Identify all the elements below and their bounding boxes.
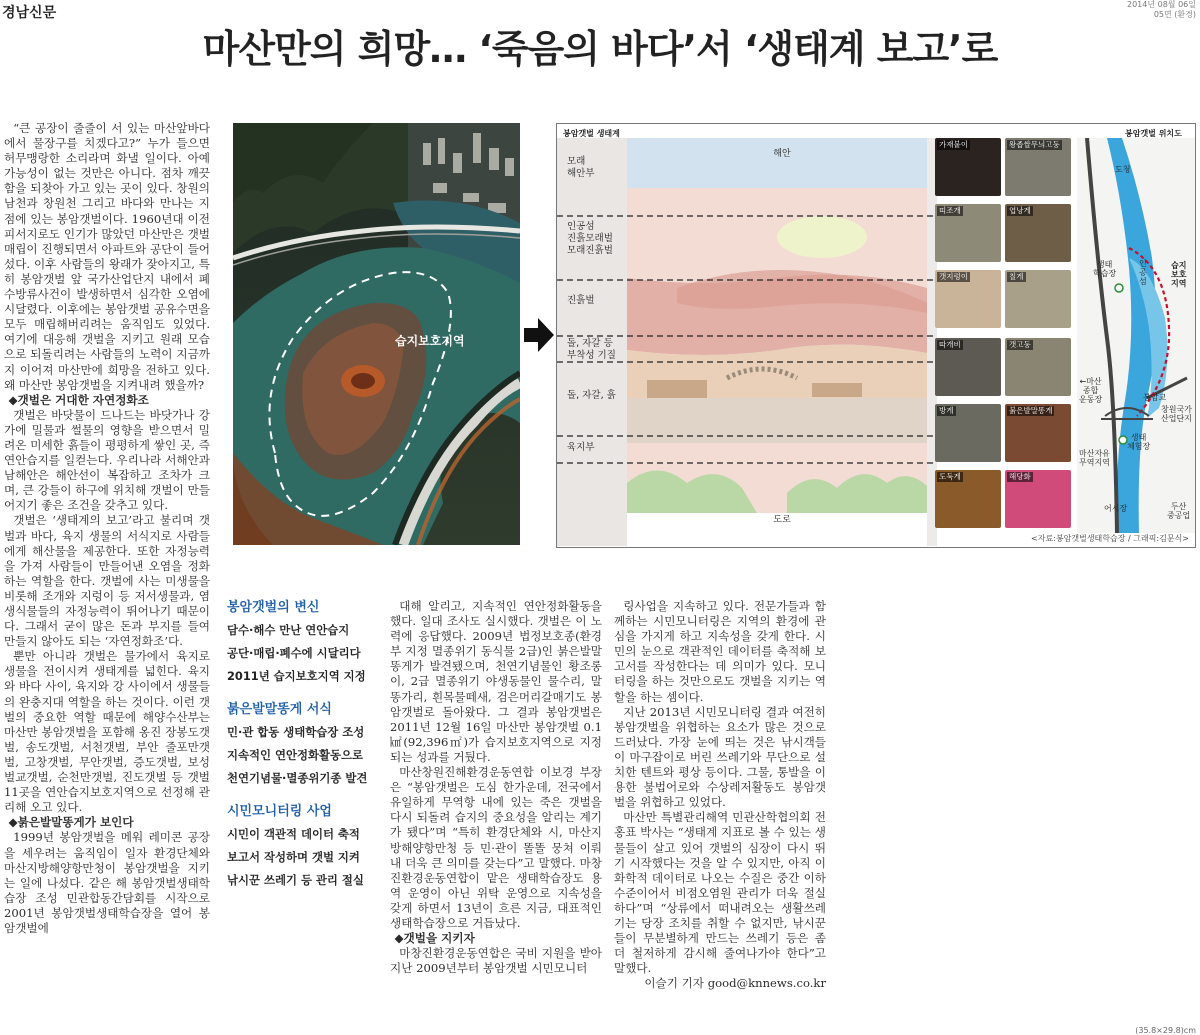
summary-item: 지속적인 연안정화활동으로 [227,748,364,762]
species-name: 붉은발말똥게 [1009,406,1053,415]
section-subheading: ◆갯벌은 거대한 자연정화조 [8,392,149,407]
species-name: 해당화 [1009,472,1031,481]
species-name: 갯지렁이 [939,272,968,281]
byline: 이슬기 기자 good@knnews.co.kr [644,976,826,991]
species-photo [935,270,1001,328]
species-photo [1005,470,1071,528]
summary-item: 시민이 객관적 데이터 축적 [227,827,360,841]
article-paragraph: 마산만 특별관리해역 민관산학협의회 전홍표 박사는 “생태계 지표로 볼 수 있는 생물들이 살고 있어 갯벌의 심장이 다시 뛰기 시작했다는 것을 알 수 있지만, 아직 이화학적 데이터로 나오는 수질은 중간 이하 수준이어서 비점오염원 관리가 더욱 절실하다”며 “상류에서 떠내려오는 생활쓰레기는 당장 조치를 취할 수 없지만, 낚시꾼들이 무분별하게 만드는 쓰레기 등은 좀 더 철저하게 감시해 줄여나가야 한다”고 말했다. [614,810,826,976]
species-photo [1005,204,1071,262]
summary-section-title: 붉은발말똥게 서식 [227,702,332,717]
article-paragraph: 갯벌은 ‘생태계의 보고’라고 불리며 갯벌과 바다, 육지 생물의 서식지로 사람들에게 해산물을 제공한다. 또한 자정능력을 가져 사람들이 만들어낸 오염을 정화하는 역할을 한다. 갯벌에 사는 미생물을 비롯해 조개와 지렁이 등 저서생물과, 염생식물들의 자정능력이 뛰어나기 때문이다. 그래서 굳이 많은 돈과 부지를 들여 만들지 않아도 되는 ‘자연정화조’다. [4,513,210,649]
species-name: 엽낭게 [1009,206,1031,215]
summary-section-title: 시민모니터링 사업 [227,804,332,819]
species-name: 방게 [939,406,954,415]
article-column-1 [4,121,210,1026]
map-label: 어시장 [1104,504,1128,513]
location-map-title: 봉암갯벌 위치도 [1125,129,1182,138]
map-label: 습지 보호 지역 [1171,261,1187,288]
article-column-2 [390,599,602,1029]
species-name: 칠게 [1009,272,1024,281]
zone-label: 인공섬 진흙모래벌 모래진흙벌 [567,221,613,256]
article-paragraph: 1999년 봉암갯벌을 메워 레미콘 공장을 세우려는 움직임이 일자 환경단체와 마산지방해양항만청이 봉암갯벌을 지키는 일에 나섰다. 같은 해 봉암갯벌생태학습장 조성 민관합동간담회를 시작으로 2001년 봉암갯벌생태학습장을 열어 봉암갯벌에 [4,830,210,935]
species-photo [1005,338,1071,396]
zone-label: 모래 해안부 [567,156,595,179]
article-column-3 [614,599,826,1029]
map-label: 봉암교 [1143,393,1167,402]
map-label: 생태 학습장 [1093,260,1117,278]
species-name: 띠조개 [939,206,961,215]
location-map [1077,138,1195,533]
species-photo [1005,138,1071,196]
article-paragraph: 뿐만 아니라 갯벌은 물가에서 육지로 생물을 전이시켜 생태계를 넓힌다. 육지와 바다 사이, 육지와 강 사이에서 생물들의 완충지대 역할을 하는 것이다. 이런 갯벌의 중요한 역할 때문에 해양수산부는 마산만 봉암갯벌을 포함해 옹진 장봉도갯벌, 송도갯벌, 서천갯벌, 부안 줄포만갯벌, 고창갯벌, 무안갯벌, 증도갯벌, 보성벌교갯벌, 순천만갯벌, 진도갯벌 등 갯벌 11곳을 연안습지보호지역으로 선정해 관리해 오고 있다. [4,649,210,815]
map-label: 두산 중공업 [1167,502,1191,520]
article-headline: 마산만의 희망… ‘죽음의 바다’서 ‘생태계 보고’로 [202,27,998,71]
map-label: 인 공 섬 [1139,259,1147,286]
issue-date: 2014년 08월 06일 [1127,0,1196,9]
species-photo [1005,404,1071,462]
sea-label: 해안 [773,149,791,159]
summary-box [227,596,377,896]
species-name: 도둑게 [939,472,961,481]
zone-label: 진흙벌 [567,295,595,306]
species-photo [935,470,1001,528]
summary-item: 2011년 습지보호지역 지정 [227,669,366,683]
summary-item: 천연기념물·멸종위기종 발견 [227,771,368,785]
section-subheading: ◆붉은발말똥게가 보인다 [8,815,134,830]
section-subheading: ◆갯벌을 지키자 [394,931,475,946]
article-paragraph: 대해 알리고, 지속적인 연안정화활동을 했다. 일대 조사도 실시했다. 갯벌은 이 노력에 응답했다. 2009년 법정보호종(환경부 지정 멸종위기 동식물 2급)인 붉은발말똥게가 발견됐으며, 천연기념물인 황조롱이, 2급 멸종위기 야생동물인 물수리, 말똥가리, 흰목물떼새, 검은머리갈매기도 봉암갯벌로 돌아왔다. 그 결과 봉암갯벌은 2011년 12월 16일 마산만 봉암갯벌 0.1㎢(92,396㎡)가 습지보호지역으로 지정되는 성과를 거뒀다. [390,599,602,764]
summary-item: 민·관 합동 생태학습장 조성 [227,725,365,739]
zone-label: 돌, 자갈, 흙 [567,390,616,401]
article-paragraph: “큰 공장이 줄줄이 서 있는 마산앞바다에서 물장구를 치겠다고?” 누가 들으면 허무맹랑한 소리라며 화낼 일이다. 아예 가능성이 없는 것만은 아니다. 점차 깨끗함을 되찾아 가고 있는 곳이 있다. 창원의 남천과 창원천 그리고 바다와 만나는 지점에 있는 봉암갯벌이다. 1960년대 이전 피서지로도 인기가 많았던 마산만은 갯벌 매립이 진행되면서 아파트와 공단이 들어섰다. 이후 사람들의 왕래가 잦아지고, 특히 봉암갯벌 앞 국가산업단지 내에서 폐수방류사건이 발생하면서 심각한 오염에 시달렸다. 이후에는 봉암갯벌 공유수면을 모두 매립해버리려는 움직임도 있었다. 여기에 대응해 갯벌을 지키고 원래 모습으로 되돌리려는 사람들의 노력이 지금까지 이어져 마산만에 희망을 전하고 있다. 왜 마산만 봉암갯벌을 지켜내려 했을까? [4,121,210,392]
ecosystem-title: 봉암갯벌 생태계 [563,129,620,138]
article-paragraph: 갯벌은 바닷물이 드나드는 바닷가나 강가에 밀물과 썰물의 영향을 받으면서 밀려온 미세한 흙들이 평평하게 쌓인 곳, 즉 연안습지를 일컫는다. 우리나라 서해안과 남해안은 해안선이 복잡하고 조차가 크며, 큰 강들이 하구에 위치해 갯벌이 만들어지기 좋은 조건을 갖추고 있다. [4,407,210,513]
article-paragraph: 마산창원진해환경운동연합 이보경 부장은 “봉암갯벌은 도심 한가운데, 전국에서 유일하게 무역항 내에 있는 죽은 갯벌을 다시 되돌려 습지의 중요성을 알리는 계기가 됐다”며 “특히 환경단체와 시, 마산지방해양항만청 등 민·관이 똘똘 뭉쳐 이뤄내 더욱 큰 의미를 갖는다”고 말했다. 마창진환경운동연합이 맡은 생태학습장도 용역 운영이 아닌 위탁 운영으로 지속성을 갖게 하면서 13년이 흐른 지금, 대표적인 생태학습장으로 거듭났다. [390,765,602,930]
dateline [1127,0,1196,20]
map-label: 마산자유 무역지역 [1079,449,1110,467]
ecosystem-infographic [556,123,1196,548]
article-paragraph: 링사업을 지속하고 있다. 전문가들과 함께하는 시민모니터링은 지역의 환경에 관심을 가지게 하고 지속성을 갖게 한다. 시민의 눈으로 객관적인 데이터를 축적해 보고서를 작성한다는 데 의미가 있다. 모니터링을 하는 것만으로도 갯벌을 지키는 역할을 하는 셈이다. [614,599,826,704]
species-photo [935,204,1001,262]
map-label: 생태 체험장 [1127,433,1151,451]
article-paragraph: 지난 2013년 시민모니터링 결과 여전히 봉암갯벌을 위협하는 요소가 많은 것으로 드러났다. 가장 눈에 띄는 것은 낚시객들이 마구잡이로 버린 쓰레기와 무단으로 설치한 텐트와 평상 등이다. 그물, 통발을 이용한 불법어로와 수상레저활동도 봉암갯벌을 위협하고 있었다. [614,704,826,810]
summary-item: 보고서 작성하며 갯벌 지켜 [227,850,360,864]
photo-wetland-label: 습지보호지역 [395,334,465,348]
graphic-credit: <자료:봉암갯벌생태학습장 / 그래픽:김문식> [1031,534,1189,543]
species-name: 갯고둥 [1009,340,1031,349]
species-name: 왕좁쌀무늬고둥 [1009,140,1060,149]
map-label: ←마산 종합 운동장 [1079,377,1103,404]
species-name: 가재붙이 [939,140,968,149]
page-section: 05면 (환경) [1153,10,1196,19]
summary-item: 낚시꾼 쓰레기 등 관리 절실 [227,873,364,887]
map-label: 도청 [1115,165,1131,174]
species-photo [935,338,1001,396]
road-label: 도로 [773,515,791,525]
article-paragraph: 마창진환경운동연합은 국비 지원을 받아 지난 2009년부터 봉암갯벌 시민모니터 [390,946,602,976]
scale-note: (35.8×29.8)cm [1135,1026,1196,1035]
zone-label: 육지부 [567,442,595,453]
species-photo [935,404,1001,462]
summary-item: 공단·매립·폐수에 시달리다 [227,646,361,660]
aerial-photo [233,123,520,545]
species-photo [935,138,1001,196]
zone-label: 돌, 자갈 등 부착성 기질 [567,338,616,361]
species-name: 따개비 [939,340,961,349]
summary-section-title: 봉암갯벌의 변신 [227,600,320,615]
right-arrow-icon [524,318,554,352]
map-label: 창원국가 산업단지 [1161,405,1192,423]
summary-item: 담수·해수 만난 연안습지 [227,623,350,637]
newspaper-masthead: 경남신문 [2,5,57,21]
species-photo [1005,270,1071,328]
